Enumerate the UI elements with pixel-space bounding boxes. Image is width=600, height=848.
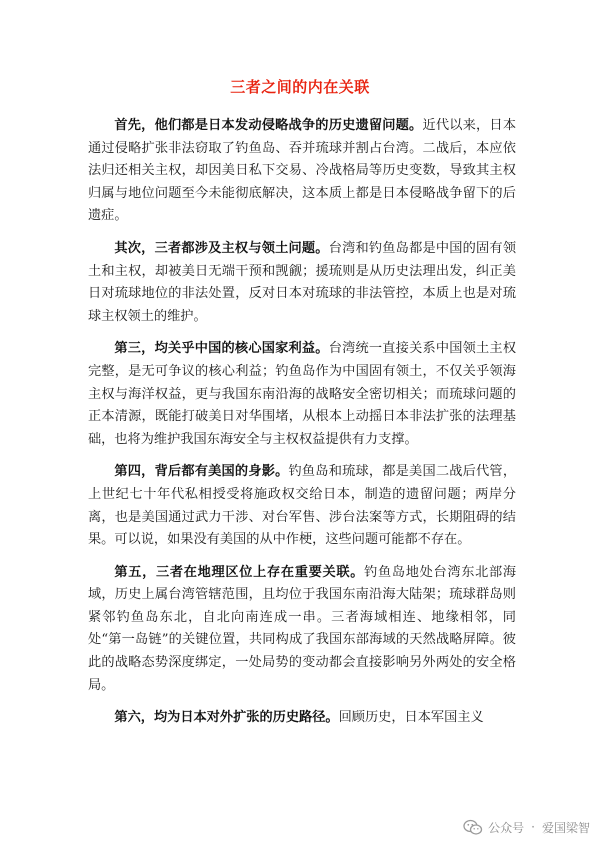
paragraph-text: 钓鱼岛地处台湾东北部海域，历史上属台湾管辖范围，且均位于我国东南沿海大陆架；琉球群岛则紧邻钓鱼岛东北，自北向南连成一串。三者海域相连、地缘相邻，同处“第一岛链”的关键位置，共同构成了我国东部海域的天然战略屏障。彼此的战略态势深度绑定，一处局势的变动都会直接影响另外两处的安全格局。 <box>88 564 517 693</box>
paragraph-lead: 第五，三者在地理区位上存在重要关联。 <box>114 564 365 580</box>
footer-account: 爱国梁智 <box>541 820 590 835</box>
wechat-icon <box>463 819 483 836</box>
article-body <box>88 115 516 740</box>
paragraph-lead: 第三，均关乎中国的核心国家利益。 <box>114 341 329 357</box>
paragraph-6 <box>88 707 516 730</box>
paragraph-2 <box>88 238 516 328</box>
watermark-footer <box>463 818 590 836</box>
footer-platform: 公众号 <box>488 820 525 835</box>
paragraph-3 <box>88 338 516 451</box>
paragraph-text: 近代以来，日本通过侵略扩张非法窃取了钓鱼岛、吞并琉球并割占台湾。二战后，本应依法归还相关主权，却因美日私下交易、冷战格局等历史变数，导致其主权归属与地位问题至今未能彻底解决，这本质上都是日本侵略战争留下的后遗症。 <box>88 118 517 224</box>
paragraph-text: 回顾历史，日本军国主义 <box>338 710 484 726</box>
paragraph-text: 台湾统一直接关系中国领土主权完整，是无可争议的核心利益；钓鱼岛作为中国固有领土，不仅关乎领海主权与海洋权益，更与我国东南沿海的战略安全密切相关；而琉球问题的正本清源，既能打破美日对华围堵，从根本上动摇日本非法扩张的法理基础，也将为维护我国东海安全与主权权益提供有力支撑。 <box>88 341 517 447</box>
paragraph-4 <box>88 461 516 551</box>
paragraph-text: 台湾和钓鱼岛都是中国的固有领土和主权，却被美日无端干预和觊觎；援琉则是从历史法理出发，纠正美日对琉球地位的非法处置，反对日本对琉球的非法管控，本质上也是对琉球主权领土的维护。 <box>88 240 517 324</box>
paragraph-text: 钓鱼岛和琉球，都是美国二战后代管，上世纪七十年代私相授受将施政权交给日本，制造的遗留问题；两岸分离，也是美国通过武力干涉、对台军售、涉台法案等方式，长期阻碍的结果。可以说，如果没有美国的从中作梗，这些问题可能都不存在。 <box>88 464 517 548</box>
paragraph-lead: 其次，三者都涉及主权与领土问题。 <box>114 240 329 256</box>
article-title: 三者之间的内在关联 <box>230 78 370 96</box>
paragraph-1 <box>88 115 516 228</box>
footer-separator: · <box>531 820 535 834</box>
paragraph-5 <box>88 562 516 698</box>
paragraph-lead: 第四，背后都有美国的身影。 <box>114 464 289 480</box>
paragraph-lead: 首先，他们都是日本发动侵略战争的历史遗留问题。 <box>114 118 423 133</box>
paragraph-lead: 第六，均为日本对外扩张的历史路径。 <box>114 710 339 726</box>
